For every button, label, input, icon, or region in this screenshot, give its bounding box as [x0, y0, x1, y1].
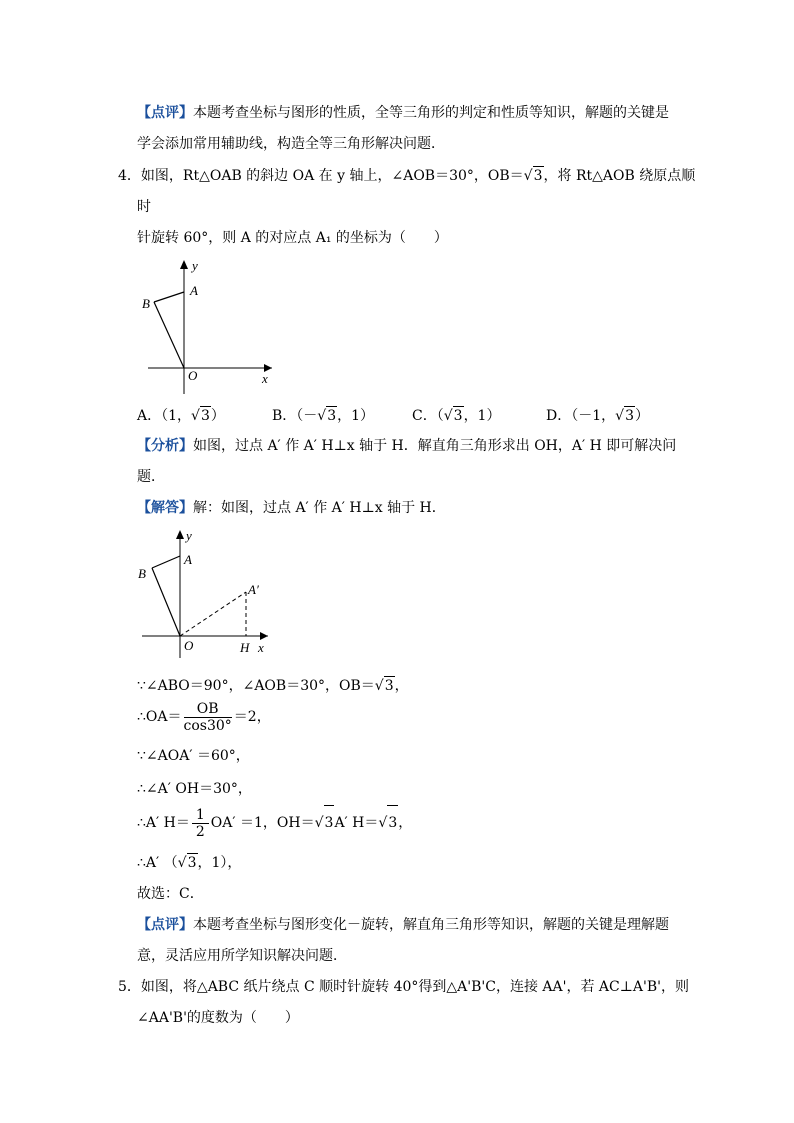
q4-stem-line-1	[118, 166, 695, 185]
q5-number: 5．	[118, 979, 141, 995]
fig2-y-label: y	[186, 528, 192, 543]
fig1-x-label: x	[262, 371, 268, 386]
review2-tag: 【点评】	[137, 917, 193, 933]
fig2-a-label: A	[184, 552, 192, 567]
fig1-b-label: B	[142, 296, 150, 311]
step-2: ∴OA＝ $\frac{OB}{\cos 30^\circ}$ ＝2，	[137, 700, 271, 734]
q4-stem-b: ，将 Rt△AOB 绕原点顺	[543, 168, 696, 184]
choice-line: 故选：C．	[137, 886, 204, 902]
q4-stem-a: 如图，Rt△OAB 的斜边 OA 在 y 轴上，∠AOB＝30°，OB＝	[140, 168, 524, 184]
q5-line-2: ∠AA'B'的度数为（ ）	[137, 1010, 299, 1026]
step-4: ∴∠A′ OH＝30°，	[137, 781, 252, 797]
step-6: ∴A′ （√3，1），	[137, 855, 242, 871]
sqrt-3: √3	[523, 168, 543, 184]
q4-stem-line-2: 时	[137, 199, 151, 215]
fig2-b-label: B	[138, 566, 146, 581]
fig2-h-label: H	[240, 640, 250, 655]
fig2-o-label: O	[184, 638, 194, 653]
fig2-aprime-label: A′	[248, 582, 259, 597]
step-3: ∵∠AOA′ ＝60°，	[137, 748, 250, 764]
q5-line-1: 5．如图，将△ABC 纸片绕点 C 顺时针旋转 40°得到△A'B'C，连接 AA'，若 AC⊥A'B'，则	[118, 979, 690, 995]
review-text-2: 学会添加常用辅助线，构造全等三角形解决问题．	[137, 136, 445, 152]
q4-number: 4．	[118, 168, 141, 184]
review-line-1	[137, 104, 669, 122]
review2-line-1: 【点评】本题考查坐标与图形变化－旋转，解直角三角形等知识，解题的关键是理解题	[137, 917, 669, 933]
q4-figure-1	[140, 252, 280, 397]
option-a[interactable]: A．（1，√3）	[137, 408, 225, 424]
step-5: ∴A′ H＝ $\frac{1}{2}$ OA′ ＝1，OH＝√3A′ H＝√3，	[137, 806, 413, 840]
fig1-y-label: y	[192, 258, 198, 273]
analysis-line-2: 题．	[137, 469, 165, 485]
option-b[interactable]: B．（－√3，1）	[272, 408, 375, 424]
review-tag: 【点评】	[137, 105, 193, 121]
fig1-a-label: A	[190, 283, 198, 298]
analysis-line-1: 【分析】如图，过点 A′ 作 A′ H⊥x 轴于 H．解直角三角形求出 OH，A′ H 即可解决问	[137, 438, 677, 454]
step-1: ∵∠ABO＝90°，∠AOB＝30°，OB＝√3，	[137, 678, 409, 694]
q4-stem-line-3: 针旋转 60°，则 A 的对应点 A₁ 的坐标为（ ）	[137, 230, 448, 246]
fig1-o-label: O	[188, 368, 198, 383]
fig2-x-label: x	[258, 640, 264, 655]
review-text-1: 本题考查坐标与图形的性质，全等三角形的判定和性质等知识，解题的关键是	[193, 105, 669, 121]
q4-figure-2	[134, 524, 274, 659]
option-c[interactable]: C．（√3，1）	[412, 408, 501, 424]
option-d[interactable]: D．（－1，√3）	[546, 408, 649, 424]
answer-tag: 【解答】	[137, 500, 193, 516]
answer-line: 【解答】解：如图，过点 A′ 作 A′ H⊥x 轴于 H．	[137, 500, 446, 516]
analysis-tag: 【分析】	[137, 438, 193, 454]
review2-line-2: 意，灵活应用所学知识解决问题．	[137, 948, 347, 964]
